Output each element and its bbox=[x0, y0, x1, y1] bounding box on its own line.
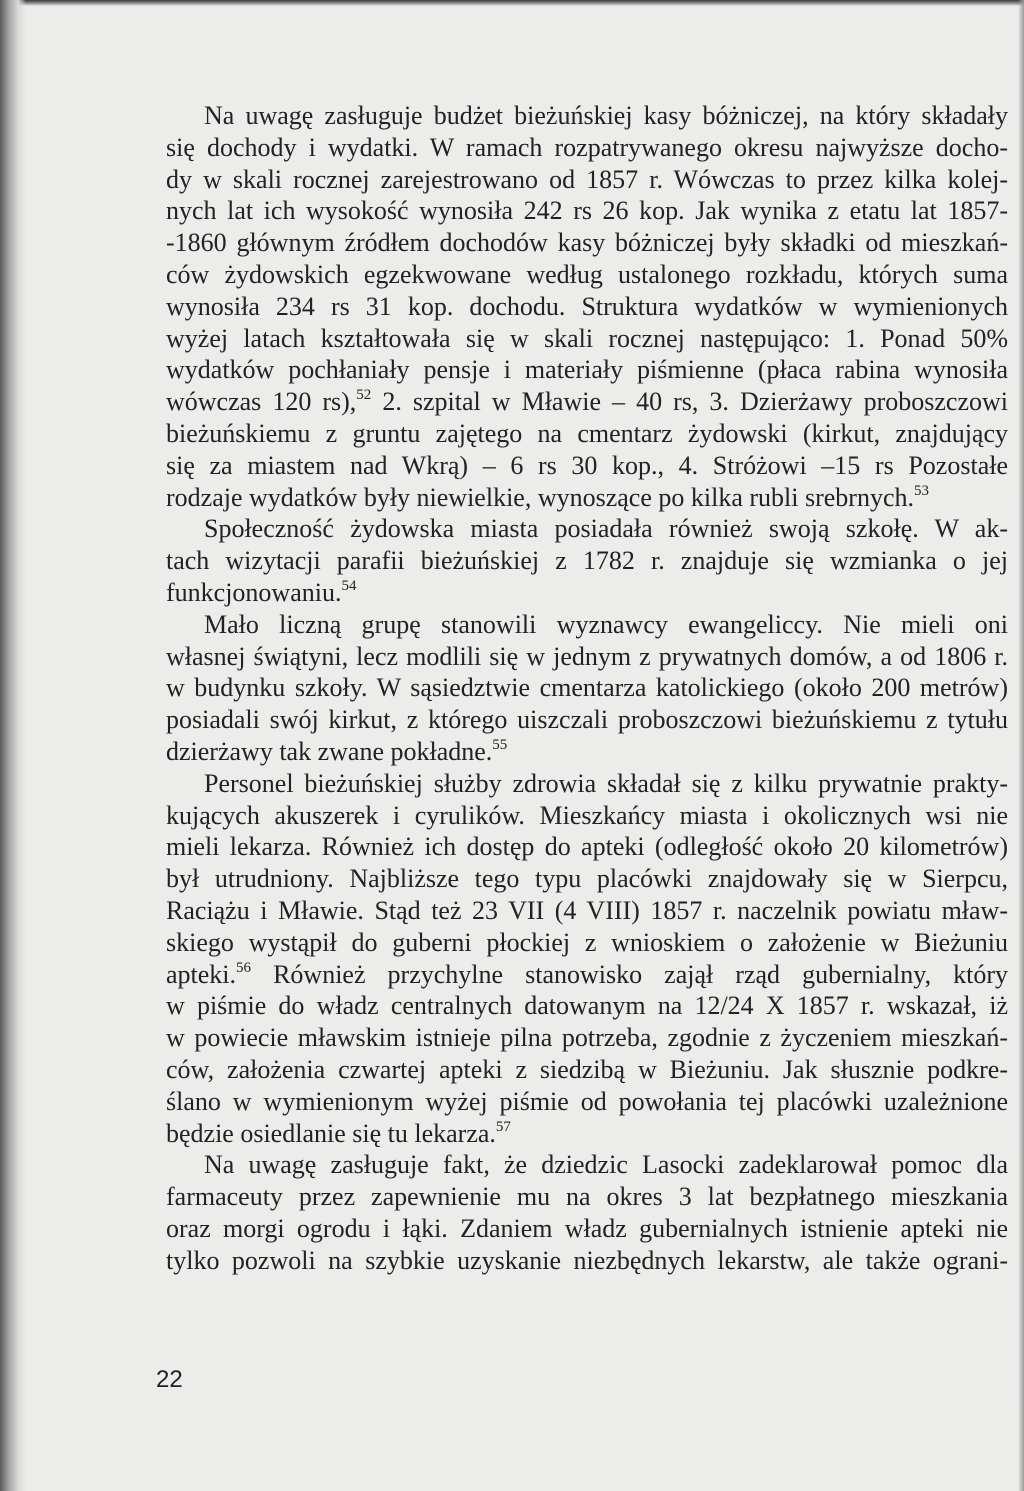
body-text bbox=[166, 100, 1008, 1276]
text-line-content: ślano w wymienionym wyżej piśmie od powołania tej placówki uzależnione bbox=[166, 1086, 1008, 1116]
text-line-content: -1860 głównym źródłem dochodów kasy bóżniczej były składki od mieszkań- bbox=[166, 228, 1008, 258]
text-line-content: ców żydowskich egzekwowane według ustalonego rozkładu, których suma bbox=[166, 259, 1008, 289]
text-line bbox=[166, 831, 1008, 863]
text-line-content: dzierżawy tak zwane pokładne. bbox=[166, 736, 493, 766]
text-line-content: Mało liczną grupę stanowili wyznawcy ewangeliccy. Nie mieli oni bbox=[204, 609, 1008, 639]
text-line-content: nych lat ich wysokość wynosiła 242 rs 26 kop. Jak wynika z etatu lat 1857- bbox=[166, 196, 1008, 226]
text-line bbox=[166, 450, 1008, 482]
text-line-content: bieżuńskiemu z gruntu zajętego na cmentarz żydowski (kirkut, znajdujący bbox=[166, 418, 1008, 448]
text-line bbox=[166, 927, 1008, 959]
text-line-content: Personel bieżuńskiej służby zdrowia składał się z kilku prywatnie prakty- bbox=[204, 768, 1008, 798]
text-line bbox=[166, 513, 1008, 545]
text-line-content: tach wizytacji parafii bieżuńskiej z 1782 r. znajduje się wzmianka o jej bbox=[166, 546, 1008, 576]
text-line-content: tylko pozwoli na szybkie uzyskanie niezbędnych lekarstw, ale także ograni- bbox=[166, 1245, 1008, 1275]
footnote-marker: 52 bbox=[356, 387, 372, 404]
text-line bbox=[166, 354, 1008, 386]
text-line bbox=[166, 164, 1008, 196]
text-line bbox=[166, 1149, 1008, 1181]
text-line bbox=[166, 1181, 1008, 1213]
footnote-marker: 56 bbox=[236, 959, 252, 976]
text-line bbox=[166, 768, 1008, 800]
text-line-content: wydatków pochłaniały pensje i materiały piśmienne (płaca rabina wynosiła bbox=[166, 355, 1008, 385]
text-line bbox=[166, 227, 1008, 259]
text-line-content: mieli lekarza. Również ich dostęp do apteki (odległość około 20 kilometrów) bbox=[166, 832, 1008, 862]
text-line bbox=[166, 482, 1008, 514]
footnote-marker: 53 bbox=[914, 482, 929, 499]
text-line bbox=[166, 704, 1008, 736]
text-line bbox=[166, 959, 1008, 991]
page-number: 22 bbox=[156, 1366, 183, 1393]
footnote-marker: 57 bbox=[495, 1118, 511, 1135]
text-line bbox=[166, 895, 1008, 927]
text-line bbox=[166, 1086, 1008, 1118]
text-line-content: ców, założenia czwartej apteki z siedzibą w Bieżuniu. Jak słusznie podkre- bbox=[166, 1054, 1008, 1084]
text-line-content: rodzaje wydatków były niewielkie, wynoszące po kilka rubli srebrnych. bbox=[166, 482, 914, 512]
text-line-content: Na uwagę zasługuje budżet bieżuńskiej kasy bóżniczej, na który składały bbox=[204, 101, 1008, 130]
text-line bbox=[166, 990, 1008, 1022]
footnote-marker: 54 bbox=[341, 577, 357, 594]
text-line-content: oraz morgi ogrodu i łąki. Zdaniem władz gubernialnych istnienie apteki nie bbox=[166, 1213, 1008, 1243]
text-line bbox=[166, 577, 1008, 609]
text-line-content: będzie osiedlanie się tu lekarza. bbox=[166, 1118, 496, 1148]
text-line bbox=[166, 609, 1008, 641]
text-line bbox=[166, 1118, 1008, 1150]
text-line bbox=[166, 291, 1008, 323]
text-line-content: wówczas 120 rs), bbox=[166, 387, 357, 417]
text-line bbox=[166, 1022, 1008, 1054]
text-line-content: dy w skali rocznej zarejestrowano od 1857 r. Wówczas to przez kilka kolej- bbox=[166, 164, 1008, 194]
text-line-content: w powiecie mławskim istnieje pilna potrzeba, zgodnie z życzeniem mieszkań- bbox=[166, 1023, 1008, 1053]
text-line-content: w piśmie do władz centralnych datowanym na 12/24 X 1857 r. wskazał, iż bbox=[166, 991, 1008, 1021]
text-line bbox=[166, 1213, 1008, 1245]
page-top-shadow bbox=[0, 0, 1024, 6]
text-line-content: był utrudniony. Najbliższe tego typu placówki znajdowały się w Sierpcu, bbox=[166, 864, 1008, 894]
text-line-content: funkcjonowaniu. bbox=[166, 577, 342, 607]
text-line bbox=[166, 672, 1008, 704]
text-line bbox=[166, 1054, 1008, 1086]
text-line bbox=[166, 863, 1008, 895]
text-line-content: się za miastem nad Wkrą) – 6 rs 30 kop., 4. Stróżowi –15 rs Pozostałe bbox=[166, 450, 1008, 480]
text-line-content: Społeczność żydowska miasta posiadała również swoją szkołę. W ak- bbox=[204, 514, 1008, 544]
text-line-content: Raciążu i Mławie. Stąd też 23 VII (4 VIII) 1857 r. naczelnik powiatu mław- bbox=[166, 895, 1008, 925]
text-line bbox=[166, 641, 1008, 673]
text-line bbox=[166, 800, 1008, 832]
page-right-shadow bbox=[1018, 0, 1024, 1491]
text-line-content: skiego wystąpił do guberni płockiej z wnioskiem o założenie w Bieżuniu bbox=[166, 927, 1008, 957]
page-binding-shadow bbox=[0, 0, 26, 1491]
text-line-content: kujących akuszerek i cyrulików. Mieszkańcy miasta i okolicznych wsi nie bbox=[166, 800, 1008, 830]
text-line-content: farmaceuty przez zapewnienie mu na okres 3 lat bezpłatnego mieszkania bbox=[166, 1182, 1008, 1212]
text-line-continuation: Również przychylne stanowisko zajął rząd gubernialny, który bbox=[251, 959, 1008, 989]
text-line-content: Na uwagę zasługuje fakt, że dziedzic Lasocki zadeklarował pomoc dla bbox=[204, 1150, 1008, 1180]
text-line bbox=[166, 195, 1008, 227]
text-line-content: apteki. bbox=[166, 959, 237, 989]
text-line-content: własnej świątyni, lecz modlili się w jednym z prywatnych domów, a od 1806 r. bbox=[166, 641, 1008, 671]
text-line bbox=[166, 1245, 1008, 1277]
text-line bbox=[166, 100, 1008, 132]
text-line bbox=[166, 323, 1008, 355]
text-line-content: w budynku szkoły. W sąsiedztwie cmentarza katolickiego (około 200 metrów) bbox=[166, 673, 1008, 703]
text-line-content: wynosiła 234 rs 31 kop. dochodu. Struktura wydatków w wymienionych bbox=[166, 291, 1008, 321]
text-line-content: posiadali swój kirkut, z którego uiszczali proboszczowi bieżuńskiemu z tytułu bbox=[166, 705, 1008, 735]
footnote-marker: 55 bbox=[492, 736, 508, 753]
text-line bbox=[166, 545, 1008, 577]
text-line bbox=[166, 418, 1008, 450]
text-line bbox=[166, 259, 1008, 291]
text-line-continuation: 2. szpital w Mławie – 40 rs, 3. Dzierżawy proboszczowi bbox=[371, 387, 1008, 417]
text-line-content: się dochody i wydatki. W ramach rozpatrywanego okresu najwyższe docho- bbox=[166, 132, 1008, 162]
text-line bbox=[166, 132, 1008, 164]
text-line bbox=[166, 386, 1008, 418]
text-line-content: wyżej latach kształtowała się w skali rocznej następująco: 1. Ponad 50% bbox=[166, 323, 1008, 353]
text-line bbox=[166, 736, 1008, 768]
